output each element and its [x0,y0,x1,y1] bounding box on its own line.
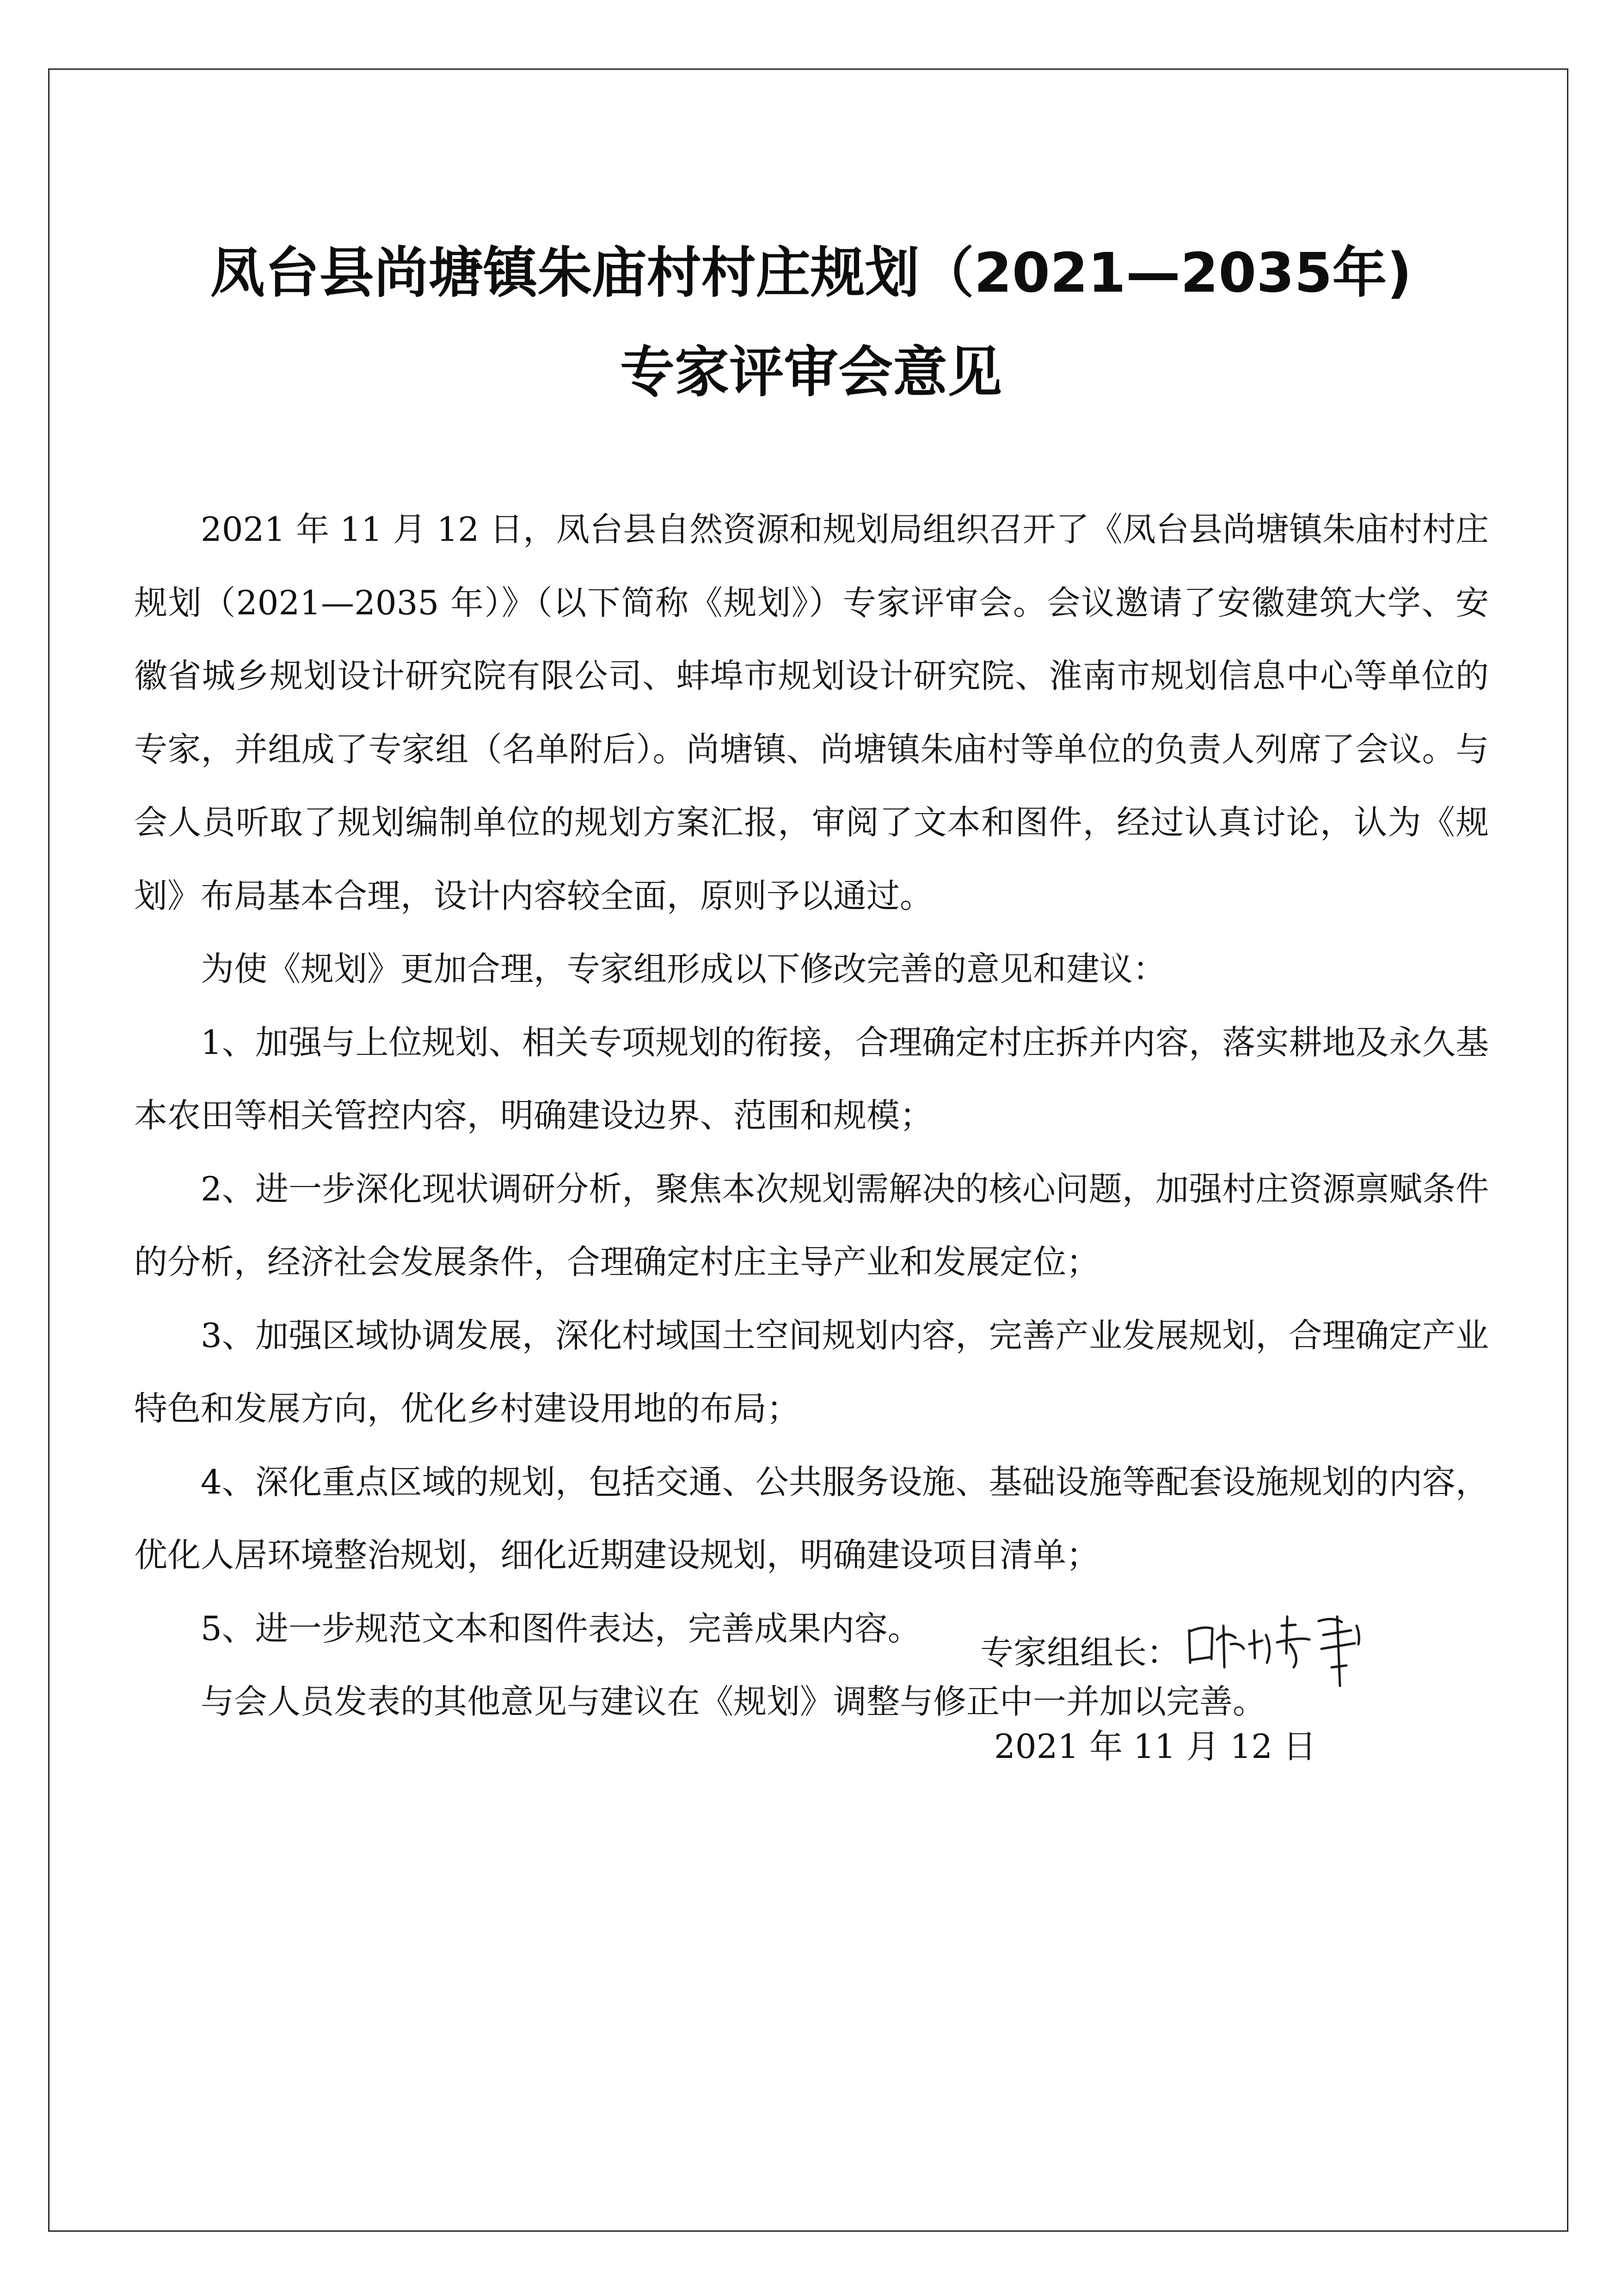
document-subtitle: 专家评审会意见 [620,340,1002,404]
paragraph-item-2: 2、进一步深化现状调研分析，聚焦本次规划需解决的核心问题，加强村庄资源禀赋条件的分析，经济社会发展条件，合理确定村庄主导产业和发展定位； [134,1169,1489,1281]
paragraph-item-3: 3、加强区域协调发展，深化村域国土空间规划内容，完善产业发展规划，合理确定产业特色和发展方向，优化乡村建设用地的布局； [134,1316,1489,1428]
paragraph-intro: 2021 年 11 月 12 日，凤台县自然资源和规划局组织召开了《凤台县尚塘镇朱庙村村庄规划（2021—2035 年）》（以下简称《规划》）专家评审会。会议邀请了安徽建筑大学、安徽省城乡规划设计研究院有限公司、蚌埠市规划设计研究院、淮南市规划信息中心等单位的专家，并组成了专家组（名单附后）。尚塘镇、尚塘镇朱庙村等单位的负责人列席了会议。与会人员听取了规划编制单位的规划方案汇报，审阅了文本和图件，经过认真讨论，认为《规划》布局基本合理，设计内容较全面，原则予以通过。 [134,510,1489,915]
handwritten-signature [1185,1598,1397,1690]
signature-block [980,1606,1397,1783]
paragraph-item-5: 5、进一步规范文本和图件表达，完善成果内容。 [201,1609,921,1648]
signature-row [980,1606,1397,1699]
document-title: 凤台县尚塘镇朱庙村村庄规划（2021—2035年) [210,241,1412,305]
paragraph-closing: 与会人员发表的其他意见与建议在《规划》调整与修正中一并加以完善。 [201,1682,1266,1721]
paragraph-item-1: 1、加强与上位规划、相关专项规划的衔接，合理确定村庄拆并内容，落实耕地及永久基本农田等相关管控内容，明确建设边界、范围和规模； [134,1022,1489,1135]
paragraph-lead: 为使《规划》更加合理，专家组形成以下修改完善的意见和建议： [201,949,1167,988]
signature-label: 专家组组长： [980,1633,1180,1672]
signature-date: 2021 年 11 月 12 日 [994,1727,1316,1766]
document-body [134,493,1489,1739]
paragraph-item-4: 4、深化重点区域的规划，包括交通、公共服务设施、基础设施等配套设施规划的内容，优化人居环境整治规划，细化近期建设规划，明确建设项目清单； [134,1462,1489,1574]
